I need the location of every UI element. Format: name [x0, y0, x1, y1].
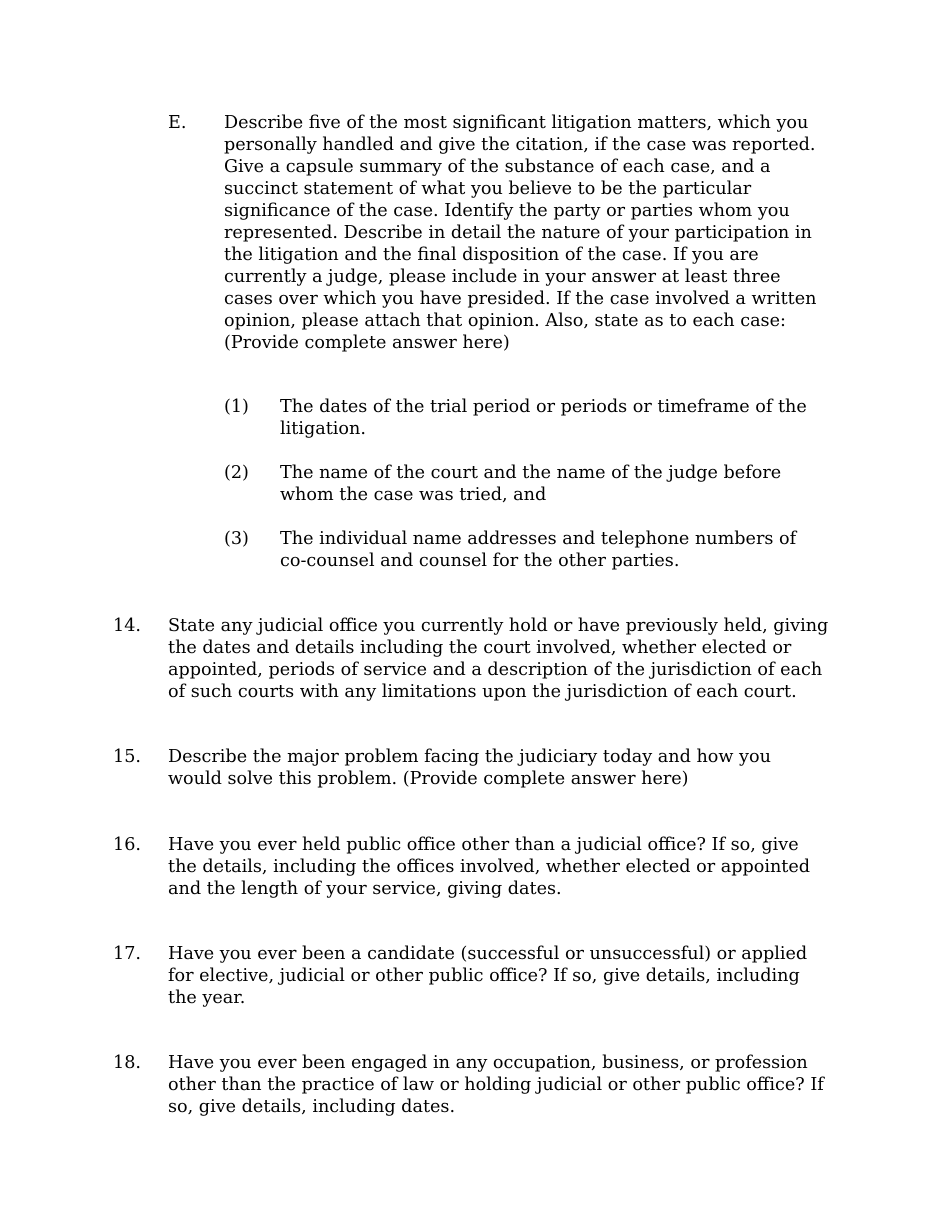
sub-item-1-marker: (1) [224, 397, 249, 417]
question-17-text: Have you ever been a candidate (successful or unsuccessful) or applied for elective, judicial or other public office? If so, give details, including the year. [168, 944, 808, 1008]
sub-item-3-text: The individual name addresses and telephone numbers of co-counsel and counsel for the other parties. [280, 529, 797, 571]
question-16-number: 16. [113, 835, 141, 855]
section-e-text: Describe five of the most significant litigation matters, which you personally handled and give the citation, if the case was reported. Give a capsule summary of the substance of each case, and a succinct statement of what you believe to be the particular significance of the case. Identify the party or parties whom you represented. Describe in detail the nature of your participation in the litigation and the final disposition of the case. If you are currently a judge, please include in your answer at least three cases over which you have presided. If the case involved a written opinion, please attach that opinion. Also, state as to each case: (Provide complete answer here) [224, 113, 817, 353]
sub-item-3-marker: (3) [224, 529, 249, 549]
question-18-text: Have you ever been engaged in any occupation, business, or profession other than the practice of law or holding judicial or other public office? If so, give details, including dates. [168, 1053, 824, 1117]
question-14-number: 14. [113, 616, 141, 636]
sub-item-2-text: The name of the court and the name of the judge before whom the case was tried, and [280, 463, 782, 505]
question-18-number: 18. [113, 1053, 141, 1073]
question-16-text: Have you ever held public office other than a judicial office? If so, give the details, including the offices involved, whether elected or appointed and the length of your service, giving dates. [168, 835, 811, 899]
question-17-number: 17. [113, 944, 141, 964]
question-15-text: Describe the major problem facing the judiciary today and how you would solve this problem. (Provide complete answer here) [168, 747, 771, 789]
question-14-text: State any judicial office you currently hold or have previously held, giving the dates and details including the court involved, whether elected or appointed, periods of service and a description of the jurisdiction of each of such courts with any limitations upon the jurisdiction of each court. [168, 616, 829, 702]
question-15-number: 15. [113, 747, 141, 767]
section-e-marker: E. [168, 113, 187, 133]
sub-item-2-marker: (2) [224, 463, 249, 483]
sub-item-1-text: The dates of the trial period or periods or timeframe of the litigation. [280, 397, 807, 439]
